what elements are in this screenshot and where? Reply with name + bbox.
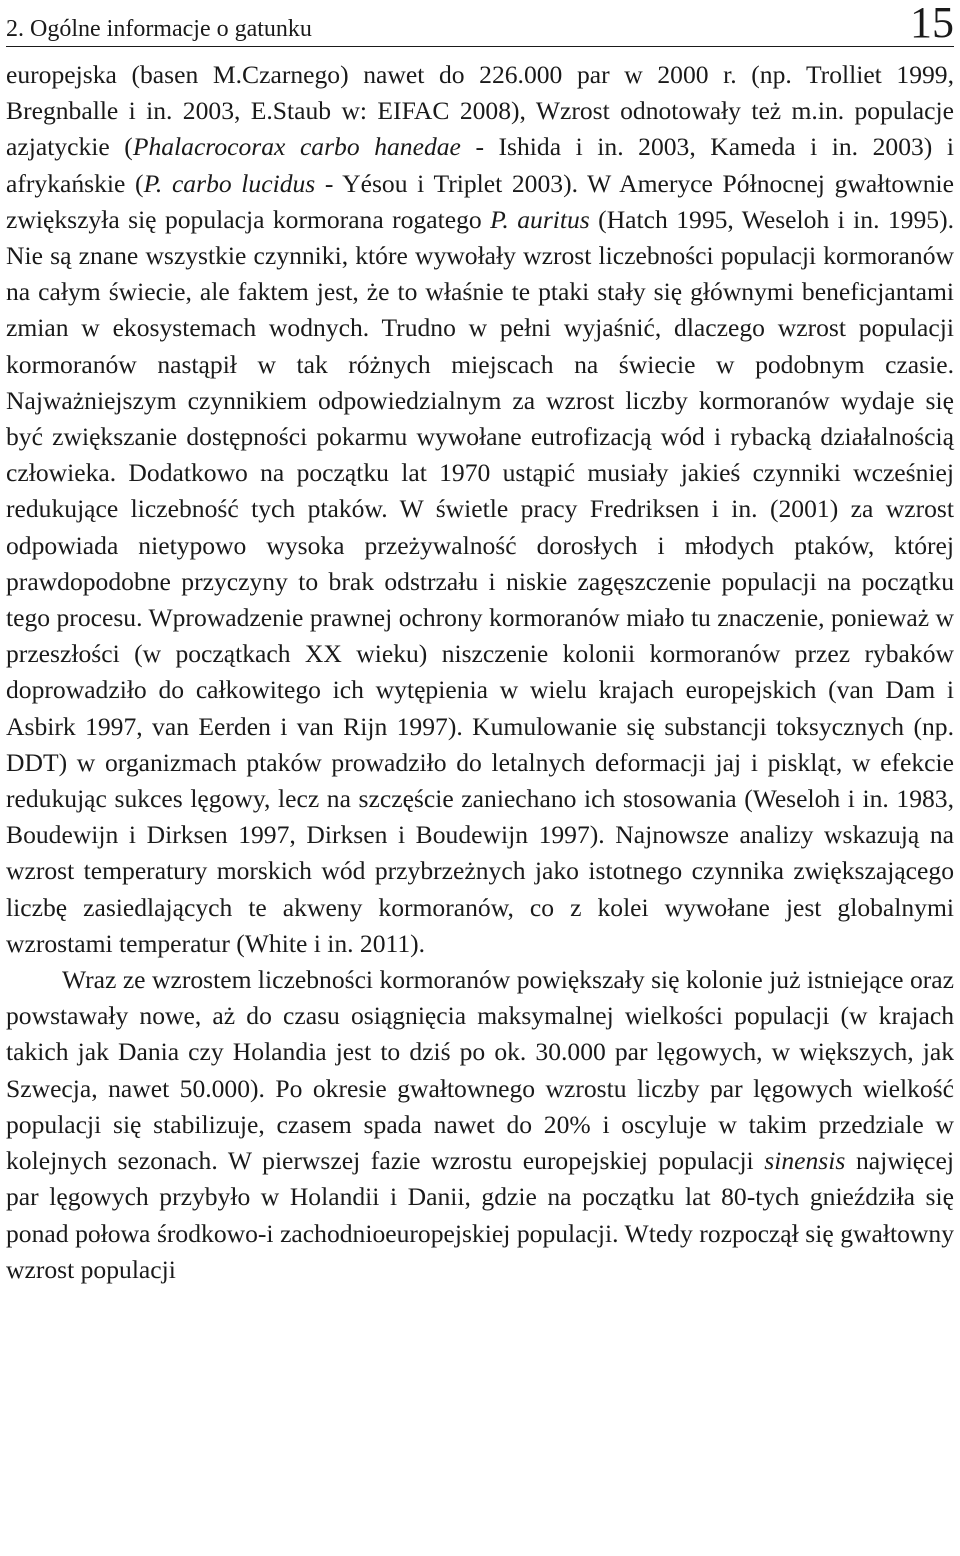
species-name: sinensis [764,1146,846,1176]
body-paragraph-2 [6,962,954,1288]
text-segment: najwięcej par lęgowych przybyło w Holandii i Danii, gdzie na początku lat 80-tych gnieździła się ponad połowa środkowo-i zachodnioeuropejskiej populacji. Wtedy rozpoczął się gwałtowny wzrost populacji [6,1146,954,1284]
species-name: P. auritus [490,204,590,234]
species-name: P. carbo lucidus [143,168,316,198]
page-number: 15 [910,0,954,47]
text-segment: - Ishida i in. 2003, Kameda i in. 2003) i afrykańskie ( [6,132,954,198]
body-paragraph-1 [6,57,954,962]
text-segment: Wraz ze wzrostem liczebności kormoranów powiększały się kolonie już istniejące oraz powstawały nowe, aż do czasu osiągnięcia maksymalnej wielkości populacji (w krajach takich jak Dania czy Holandia jest to dziś po ok. 30.000 par lęgowych, w większych, jak Szwecja, nawet 50.000). Po okresie gwałtownego wzrostu liczby par lęgowych wielkość populacji się stabilizuje, czasem spada nawet do 20% i oscyluje w takim przedziale w kolejnych sezonach. W pierwszej fazie wzrostu europejskiej populacji [6,965,954,1176]
text-segment: (Hatch 1995, Weseloh i in. 1995). Nie są znane wszystkie czynniki, które wywołały wzrost liczebności populacji kormoranów na całym świecie, ale faktem jest, że to właśnie te ptaki stały się głównymi beneficjantami zmian w ekosystemach wodnych. Trudno w pełni wyjaśnić, dlaczego wzrost populacji kormoranów nastąpił w tak różnych miejscach na świecie w podobnym czasie. Najważniejszym czynnikiem odpowiedzialnym za wzrost liczby kormoranów wydaje się być zwiększanie dostępności pokarmu wywołane eutrofizacją wód i rybacką działalnością człowieka. Dodatkowo na początku lat 1970 ustąpić musiały jakieś czynniki wcześniej redukujące liczebność tych ptaków. W świetle pracy Fredriksen i in. (2001) za wzrost odpowiada nietypowo wysoka przeżywalność dorosłych i młodych ptaków, której prawdopodobne przyczyny to brak odstrzału i niskie zagęszczenie populacji na początku tego procesu. Wprowadzenie prawnej ochrony kormoranów miało tu znaczenie, ponieważ w przeszłości (w początkach XX wieku) niszczenie kolonii kormoranów przez rybaków doprowadziło do całkowitego ich wytępienia w wielu krajach europejskich (van Dam i Asbirk 1997, van Eerden i van Rijn 1997). Kumulowanie się substancji toksycznych (np. DDT) w organizmach ptaków prowadziło do letalnych deformacji jaj i piskląt, w efekcie redukując sukces lęgowy, lecz na szczęście zaniechano ich stosowania (Weseloh i in. 1983, Boudewijn i Dirksen 1997, Dirksen i Boudewijn 1997). Najnowsze analizy wskazują na wzrost temperatury morskich wód przybrzeżnych jako istotnego czynnika zwiększającego liczbę zasiedlających te akweny kormoranów, co z kolei wywołane jest globalnymi wzrostami temperatur (White i in. 2011). [6,204,954,958]
species-name: Phalacrocorax carbo hanedae [132,132,461,162]
text-segment: europejska (basen M.Czarnego) nawet do 226.000 par w 2000 r. (np. Trolliet 1999, Bregnballe i in. 2003, E.Staub w: EIFAC 2008), Wzrost odnotowały też m.in. populacje azjatyckie ( [6,60,954,162]
running-header [6,0,954,47]
section-title: 2. Ogólne informacje o gatunku [6,16,312,42]
text-segment: - Yésou i Triplet 2003). W Ameryce Północnej gwałtownie zwiększyła się populacja kormorana rogatego [6,168,954,234]
